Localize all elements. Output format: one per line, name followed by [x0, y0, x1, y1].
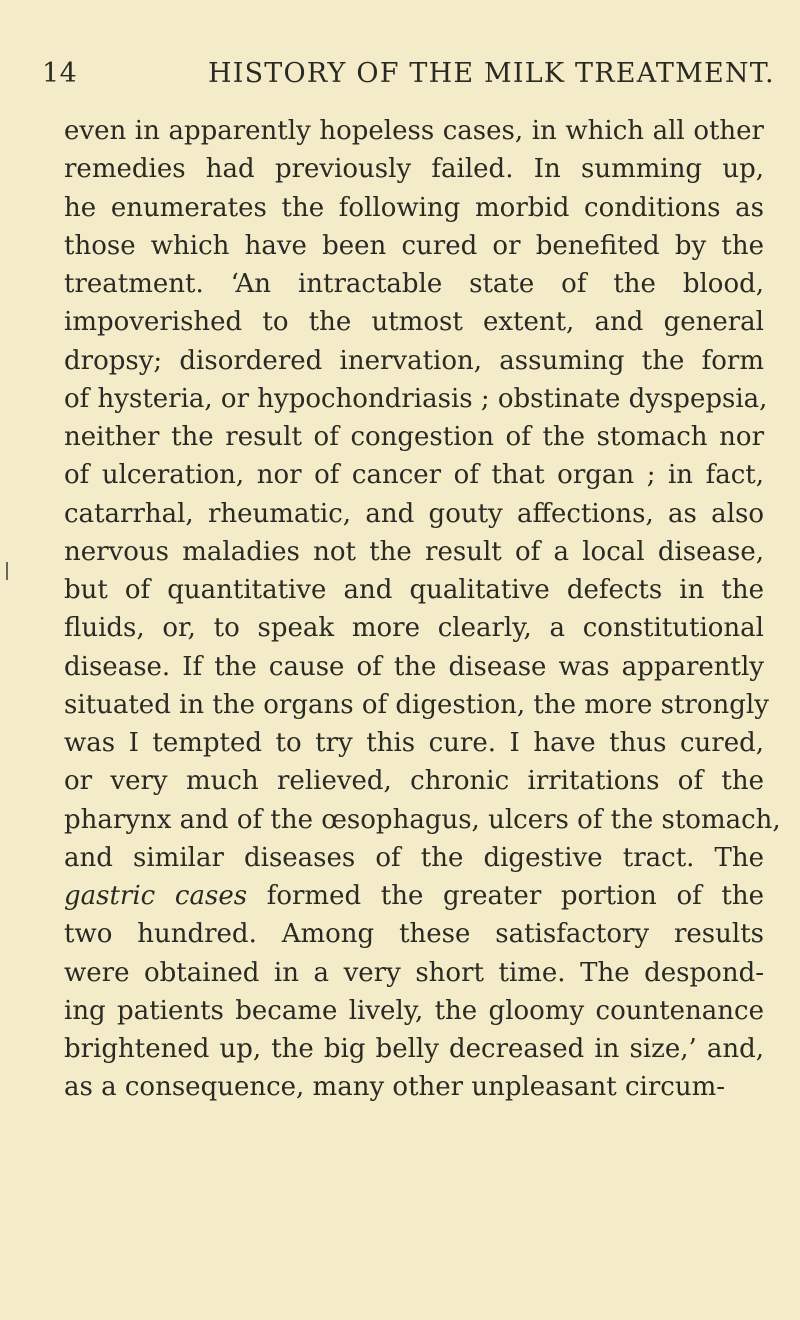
- line-text: he enumerates the following morbid conditions as: [64, 192, 764, 223]
- body-text: [64, 112, 781, 1107]
- text-line: [64, 801, 781, 839]
- line-text: fluids, or, to speak more clearly, a constitutional: [64, 613, 764, 644]
- text-line: [64, 992, 764, 1030]
- page-number: 14: [42, 58, 78, 89]
- line-text: were obtained in a very short time. The despond-: [64, 957, 764, 988]
- text-line: [64, 189, 764, 227]
- line-text: brightened up, the big belly decreased in size,’ and,: [64, 1034, 764, 1064]
- text-line: [64, 915, 764, 953]
- text-line: [64, 762, 764, 800]
- line-text: treatment. ‘An intractable state of the blood,: [64, 269, 764, 299]
- line-text: neither the result of congestion of the stomach nor: [64, 422, 764, 452]
- text-line: [64, 1030, 764, 1068]
- line-text: was I tempted to try this cure. I have thus cured,: [64, 728, 764, 758]
- line-text: of hysteria, or hypochondriasis ; obstinate dyspepsia,: [64, 383, 768, 414]
- text-line: [64, 839, 764, 877]
- text-line: [64, 571, 764, 609]
- line-text: ing patients became lively, the gloomy countenance: [64, 995, 764, 1026]
- line-text: pharynx and of the œsophagus, ulcers of the stomach,: [64, 804, 781, 835]
- text-line: [64, 609, 764, 647]
- line-text: two hundred. Among these satisfactory results: [64, 919, 764, 950]
- line-text: formed the greater portion of the: [247, 881, 764, 911]
- text-line: [64, 954, 764, 992]
- text-line: [64, 303, 764, 341]
- line-text: nervous maladies not the result of a local disease,: [64, 536, 764, 567]
- line-text: those which have been cured or benefited by the: [64, 230, 764, 261]
- text-line: [64, 265, 764, 303]
- line-text: remedies had previously failed. In summing up,: [64, 154, 764, 185]
- text-line: [64, 456, 764, 494]
- line-text: and similar diseases of the digestive tract. The: [64, 842, 764, 873]
- text-line: [64, 533, 764, 571]
- text-line: [64, 150, 764, 188]
- line-text: as a consequence, many other unpleasant circum-: [64, 1072, 726, 1103]
- text-line: [64, 418, 764, 456]
- line-text: situated in the organs of digestion, the more strongly: [64, 689, 769, 720]
- line-text: or very much relieved, chronic irritations of the: [64, 766, 764, 797]
- line-text: catarrhal, rheumatic, and gouty affections, as also: [64, 498, 764, 529]
- italic-phrase: gastric cases: [64, 881, 248, 911]
- margin-mark: [6, 562, 8, 580]
- line-text: of ulceration, nor of cancer of that organ ; in fact,: [64, 460, 764, 491]
- text-line: [64, 112, 764, 150]
- text-line: [64, 1068, 764, 1106]
- line-text: impoverished to the utmost extent, and general: [64, 307, 764, 338]
- text-line: [64, 495, 764, 533]
- text-line: [64, 342, 764, 380]
- text-line: [64, 686, 769, 724]
- line-text: even in apparently hopeless cases, in which all other: [64, 116, 764, 146]
- line-text: disease. If the cause of the disease was apparently: [64, 651, 764, 682]
- text-line: [64, 877, 764, 915]
- line-text: but of quantitative and qualitative defects in the: [64, 575, 764, 605]
- line-text: dropsy; disordered inervation, assuming the form: [64, 345, 764, 376]
- running-head: HISTORY OF THE MILK TREATMENT.: [208, 58, 775, 89]
- text-line: [64, 724, 764, 762]
- text-line: [64, 227, 764, 265]
- text-line: [64, 380, 768, 418]
- text-line: [64, 648, 764, 686]
